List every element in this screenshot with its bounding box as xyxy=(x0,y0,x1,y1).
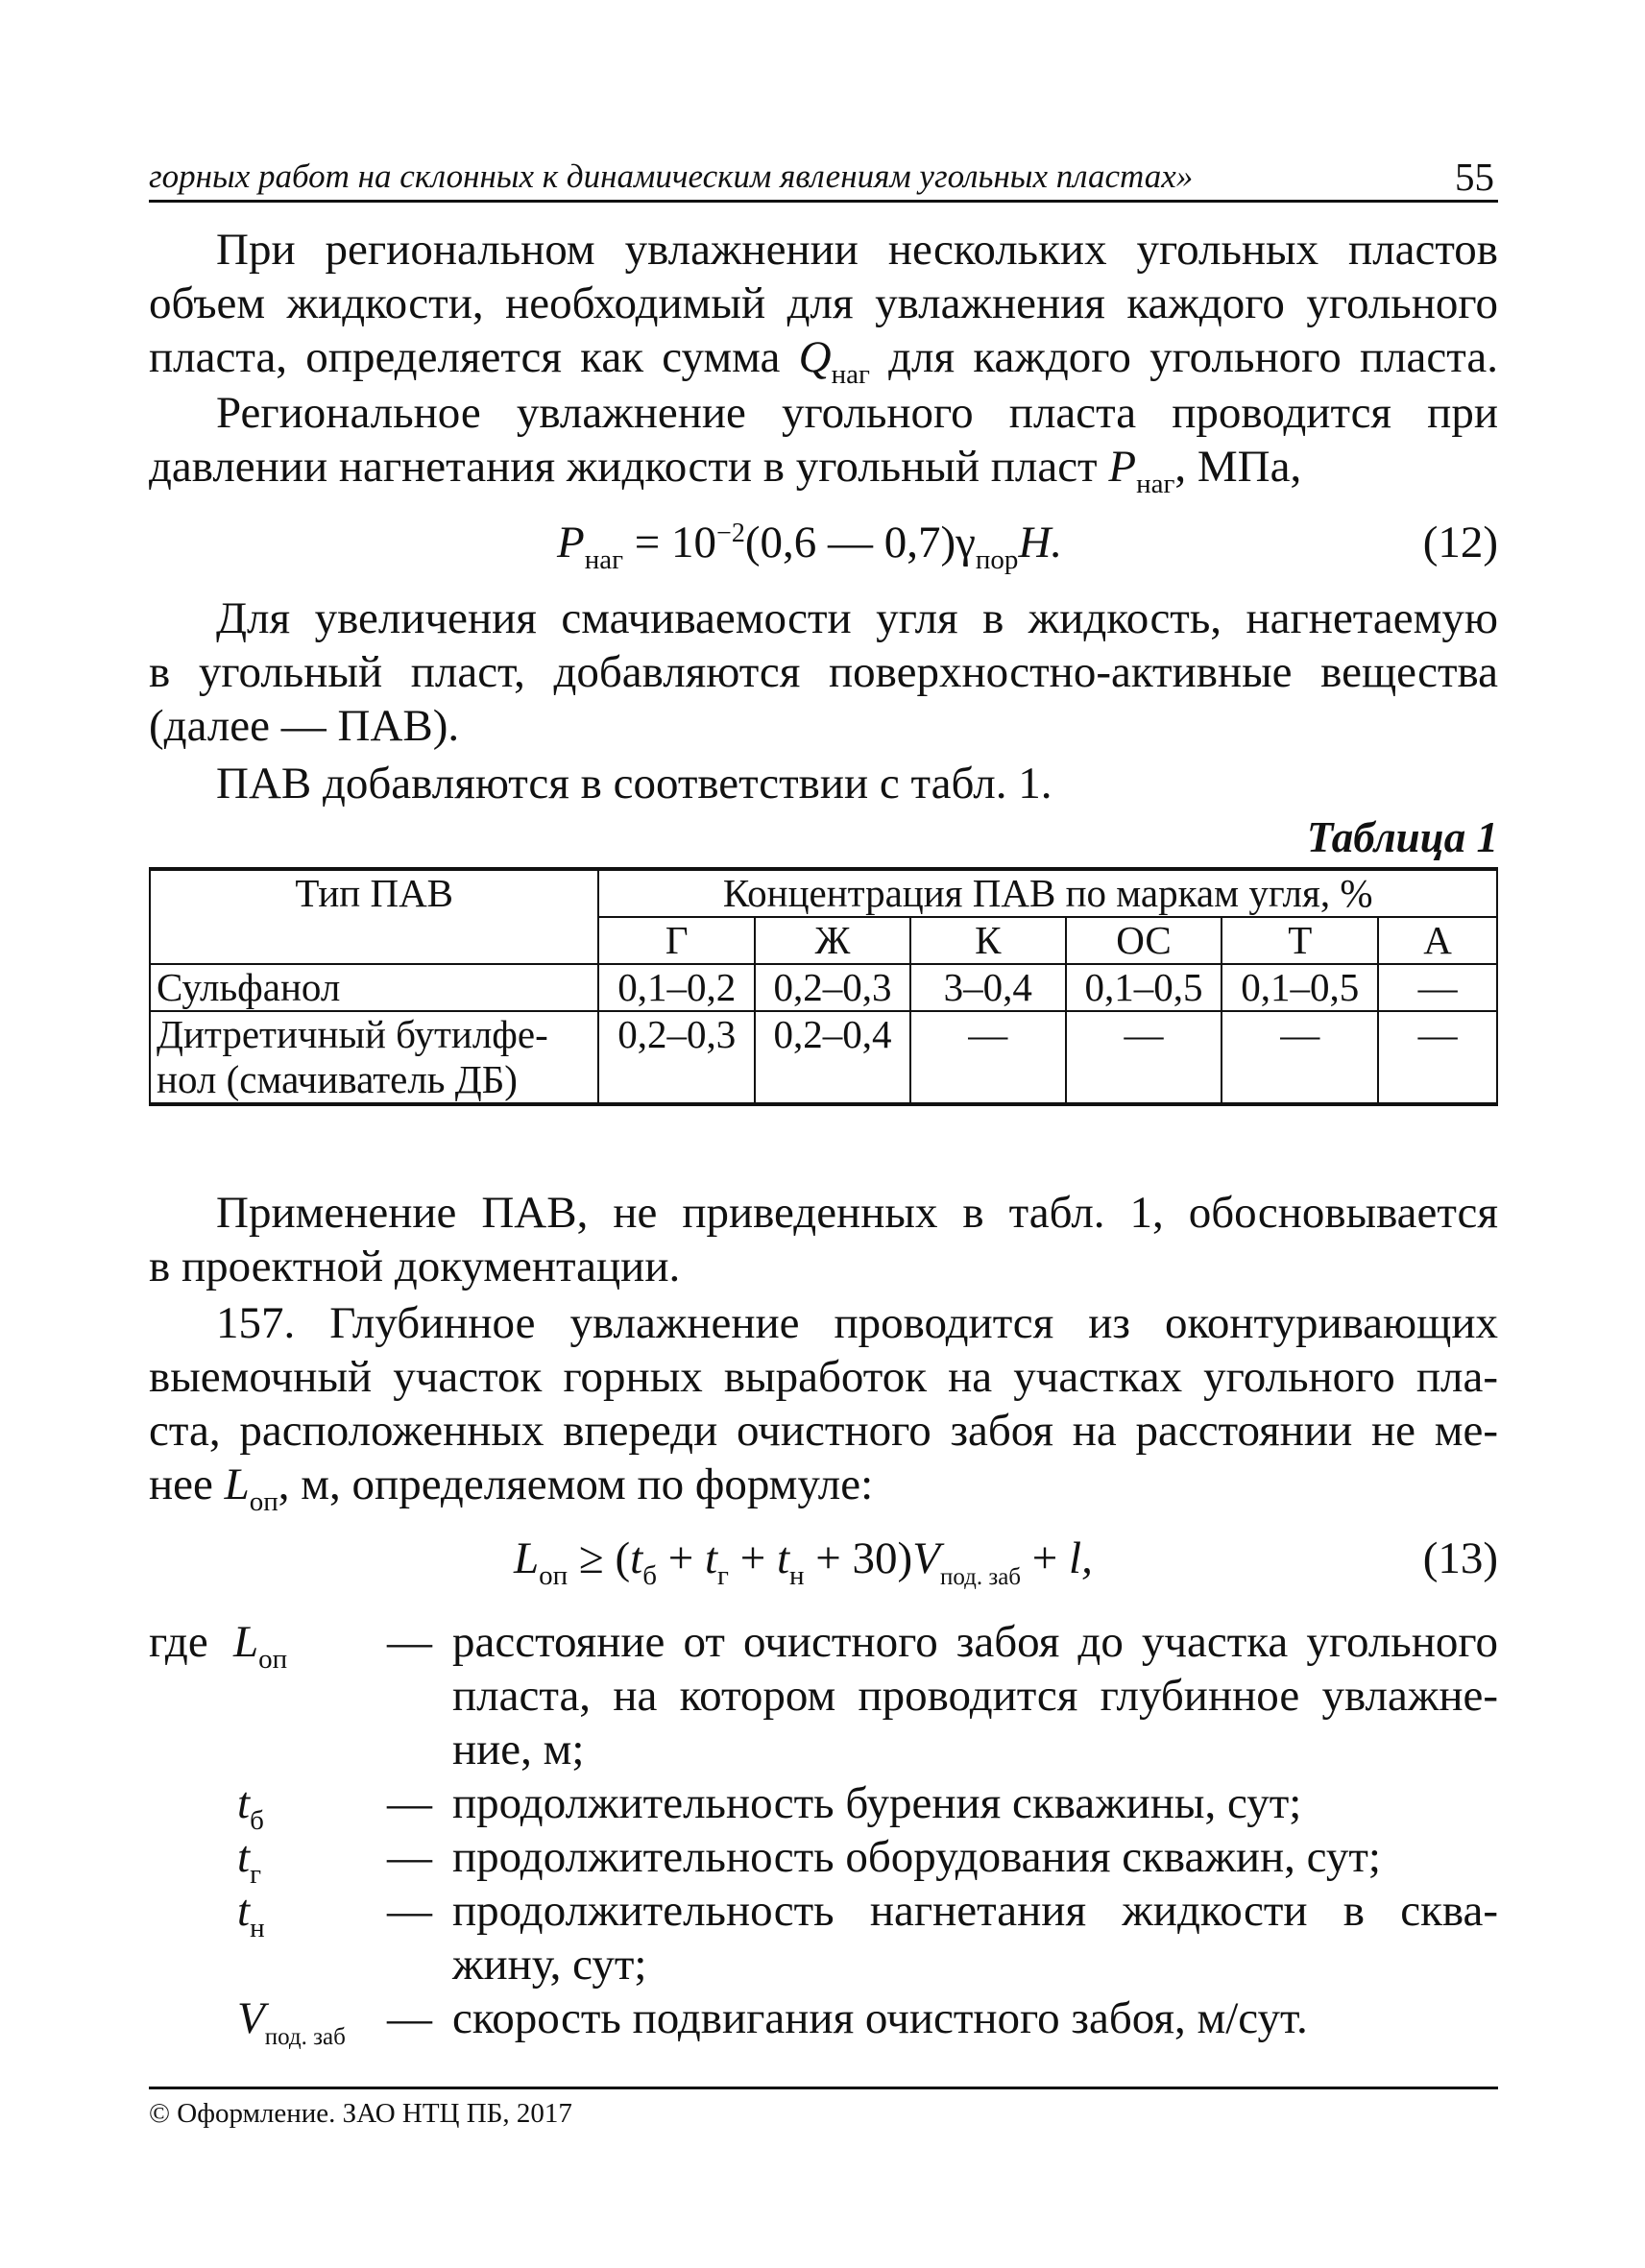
table-grade: А xyxy=(1378,917,1497,964)
para1-line1: При региональном увлажнении нескольких угольных пластов xyxy=(216,225,1498,275)
where-term: $V_{под. заб}$ xyxy=(237,1993,346,2050)
formula-12-expr: $P_{наг} = 10^{-2}(0,6$ — $0,7)\gamma_{пор}H$. xyxy=(557,518,1063,575)
table-caption: Таблица 1 xyxy=(1306,813,1498,861)
para3-line3: (далее — ПАВ). xyxy=(149,701,460,751)
footer-rule xyxy=(149,2087,1498,2089)
table-cell: 0,1–0,2 xyxy=(598,964,755,1011)
table-1 xyxy=(149,867,1498,1106)
table-cell: — xyxy=(1378,964,1497,1011)
where-term: $t_б$ xyxy=(237,1778,264,1836)
table-row xyxy=(150,1011,1497,1104)
table-grade: ОС xyxy=(1066,917,1222,964)
symbol-q: Q xyxy=(798,332,832,382)
symbol-p: P xyxy=(1108,442,1137,492)
table-cell: — xyxy=(1066,1011,1222,1104)
table-grade: К xyxy=(910,917,1066,964)
table-head-type: Тип ПАВ xyxy=(150,869,598,964)
formula-12-number: (12) xyxy=(1422,518,1498,567)
where-item: $t_н$ — продолжительность нагнетания жидкости в сква- жину, сут; xyxy=(237,1886,1498,1990)
table-cell: 0,1–0,5 xyxy=(1222,964,1378,1011)
where-term: $L_{оп}$ xyxy=(233,1617,288,1675)
para2-line2: давлении нагнетания жидкости в угольный пласт $P_{наг}$, МПа, xyxy=(149,442,1302,499)
table-cell: — xyxy=(1222,1011,1378,1104)
table-cell: 0,2–0,4 xyxy=(755,1011,910,1104)
running-head xyxy=(149,154,1498,203)
table-cell: — xyxy=(1378,1011,1497,1104)
where-list xyxy=(149,1615,1498,2050)
para1-line3: пласта, определяется как сумма $Q_{наг}$ для каждого угольного пласта. xyxy=(149,332,1498,390)
table-grade: Г xyxy=(598,917,755,964)
para1-line2: объем жидкости, необходимый для увлажнения каждого угольного xyxy=(149,278,1498,328)
table-cell-name: Сульфанол xyxy=(150,964,598,1011)
table-cell-name: Дитретичный бутилфе- нол (смачиватель ДБ) xyxy=(150,1011,598,1104)
para3-line2: в угольный пласт, добавляются поверхностно-активные вещества xyxy=(149,647,1498,697)
table-grade: Т xyxy=(1222,917,1378,964)
table-grade: Ж xyxy=(755,917,910,964)
table-cell: — xyxy=(910,1011,1066,1104)
table-cell: 0,2–0,3 xyxy=(598,1011,755,1104)
where-term: $t_г$ xyxy=(237,1832,261,1890)
para4: ПАВ добавляются в соответствии с табл. 1. xyxy=(216,759,1052,808)
table-row xyxy=(150,964,1497,1011)
footer-copyright: © Оформление. ЗАО НТЦ ПБ, 2017 xyxy=(149,2098,572,2129)
where-item: где $L_{оп}$ — расстояние от очистного забоя до участка угольного пласта, на котором проводится глубинное увлажне- ние, м; xyxy=(149,1617,1498,1774)
formula-13-number: (13) xyxy=(1422,1533,1498,1583)
page-number: 55 xyxy=(1455,155,1494,199)
where-item: $V_{под. заб}$ — скорость подвигания очистного забоя, м/сут. xyxy=(149,1991,1498,2045)
para6-line2: выемочный участок горных выработок на участках угольного пла- xyxy=(149,1352,1498,1402)
where-word: где xyxy=(149,1617,208,1667)
running-title: горных работ на склонных к динамическим явлениям угольных пластах» xyxy=(149,157,1194,195)
para3-line1: Для увеличения смачиваемости угля в жидкость, нагнетаемую xyxy=(216,593,1498,643)
para2-line1: Региональное увлажнение угольного пласта проводится при xyxy=(216,388,1498,438)
symbol-l: L xyxy=(224,1460,250,1509)
table-cell: 3–0,4 xyxy=(910,964,1066,1011)
formula-13-expr: $L_{оп} \ge (t_б + t_г + t_н + 30)V_{под. заб} + l$, xyxy=(514,1533,1093,1591)
where-item: $t_б$ — продолжительность бурения скважины, сут; xyxy=(237,1778,1302,1836)
para6-line1: 157. Глубинное увлажнение проводится из оконтуривающих xyxy=(216,1298,1498,1348)
para6-line4: нее $L_{оп}$, м, определяемом по формуле: xyxy=(149,1460,874,1517)
where-term: $t_н$ xyxy=(237,1886,265,1943)
para5-line2: в проектной документации. xyxy=(149,1242,681,1291)
where-item: $t_г$ — продолжительность оборудования скважин, сут; xyxy=(237,1832,1381,1890)
table-cell: 0,1–0,5 xyxy=(1066,964,1222,1011)
table-cell: 0,2–0,3 xyxy=(755,964,910,1011)
para6-line3: ста, расположенных впереди очистного забоя на расстоянии не ме- xyxy=(149,1406,1498,1456)
para5-line1: Применение ПАВ, не приведенных в табл. 1, обосновывается xyxy=(216,1188,1498,1238)
table-head-concentration: Концентрация ПАВ по маркам угля, % xyxy=(598,869,1497,917)
